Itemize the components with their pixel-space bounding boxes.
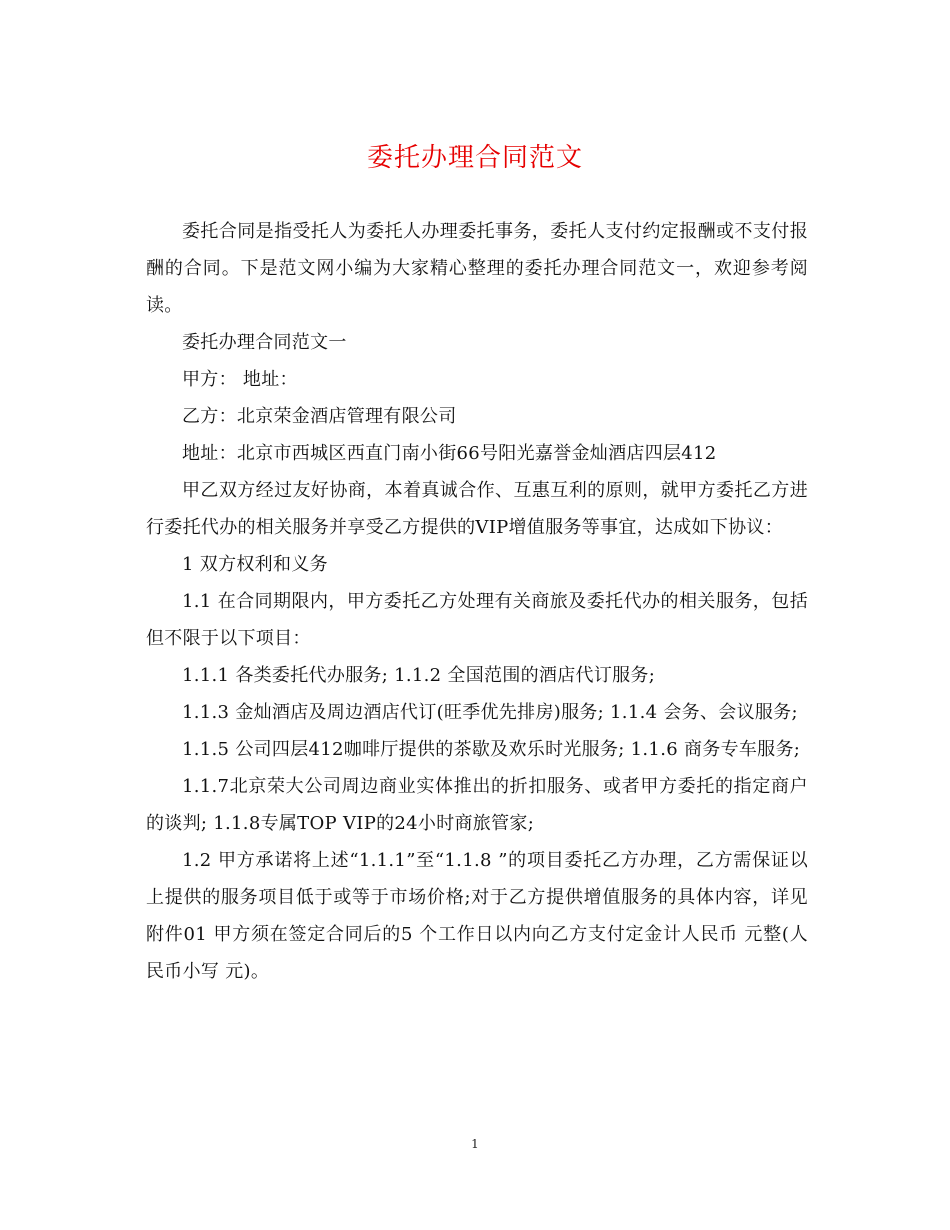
document-title: 委托办理合同范文: [366, 143, 583, 173]
clause-1-1-7: 1.1.7北京荣大公司周边商业实体推出的折扣服务、或者甲方委托的指定商户的谈判; 1.1.8专属TOP VIP的24小时商旅管家;: [146, 776, 808, 834]
clause-1-2: 1.2 甲方承诺将上述“1.1.1”至“1.1.8 ”的项目委托乙方办理，乙方需保证以上提供的服务项目低于或等于市场价格;对于乙方提供增值服务的具体内容，详见附件01 甲方须在签定合同后的5 个工作日以内向乙方支付定金计人民币 元整(人民币小写 元)。: [146, 850, 808, 982]
page-number: 1: [471, 1137, 479, 1151]
section-heading: 委托办理合同范文一: [182, 332, 347, 353]
clause-1-1: 1.1 在合同期限内，甲方委托乙方处理有关商旅及委托代办的相关服务，包括但不限于以下项目：: [146, 591, 808, 649]
party-a-line: 甲方： 地址：: [182, 369, 298, 390]
intro-paragraph: 委托合同是指受托人为委托人办理委托事务，委托人支付约定报酬或不支付报酬的合同。下是范文网小编为大家精心整理的委托办理合同范文一，欢迎参考阅读。: [146, 221, 808, 316]
clause-1-1-1: 1.1.1 各类委托代办服务; 1.1.2 全国范围的酒店代订服务;: [182, 665, 656, 686]
address-line: 地址：北京市西城区西直门南小街66号阳光嘉誉金灿酒店四层412: [182, 443, 717, 464]
clause-1-1-3: 1.1.3 金灿酒店及周边酒店代订(旺季优先排房)服务; 1.1.4 会务、会议服务;: [182, 702, 798, 723]
agreement-paragraph: 甲乙双方经过友好协商，本着真诚合作、互惠互利的原则，就甲方委托乙方进行委托代办的相关服务并享受乙方提供的VIP增值服务等事宜，达成如下协议：: [146, 480, 808, 538]
document-body: [146, 213, 808, 990]
clause-heading: 1 双方权利和义务: [182, 554, 328, 575]
clause-1-1-5: 1.1.5 公司四层412咖啡厅提供的茶歇及欢乐时光服务; 1.1.6 商务专车服务;: [182, 739, 801, 760]
party-b-line: 乙方：北京荣金酒店管理有限公司: [182, 406, 457, 427]
